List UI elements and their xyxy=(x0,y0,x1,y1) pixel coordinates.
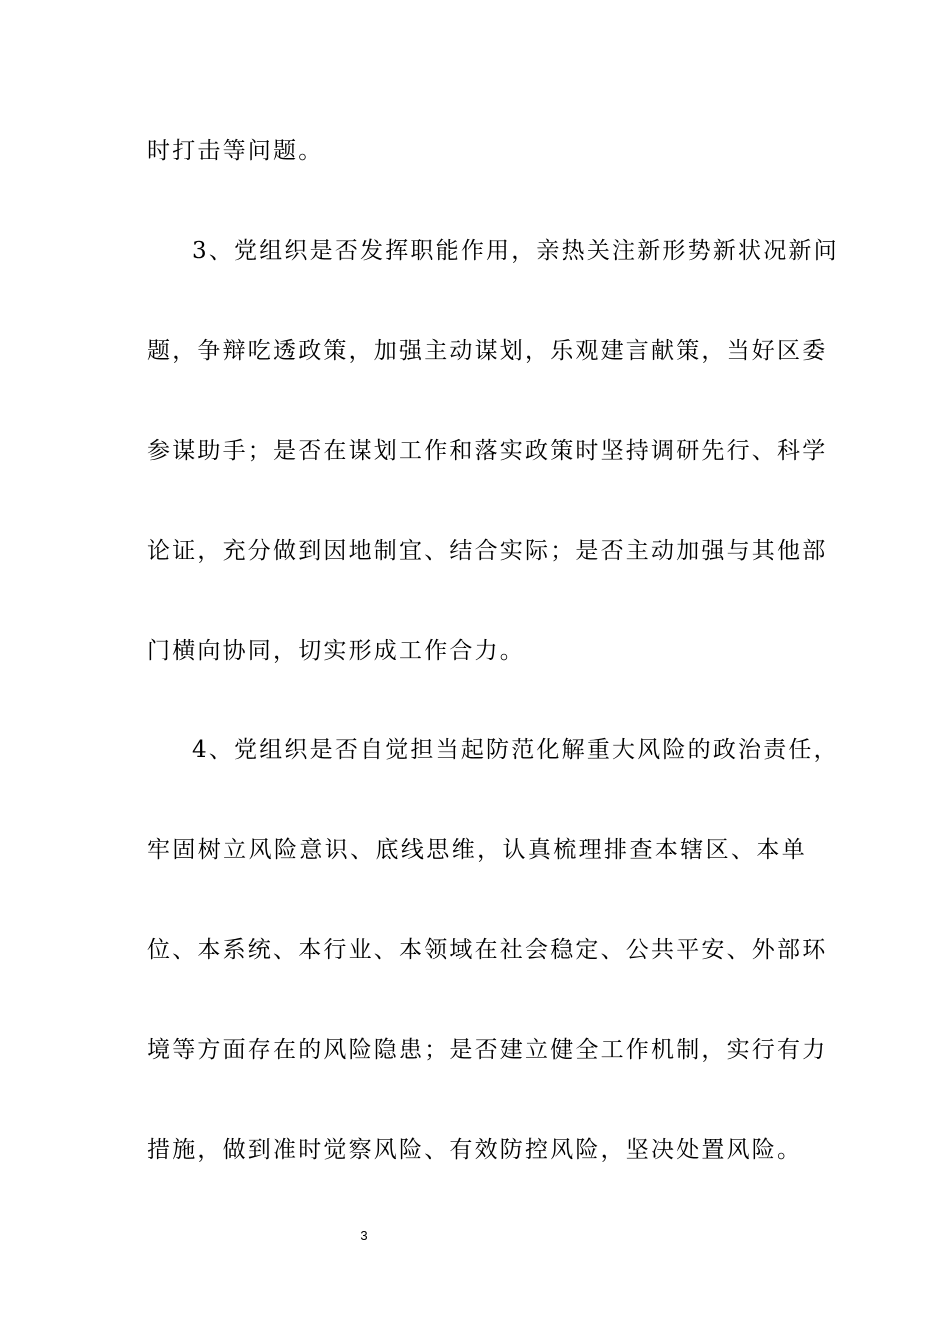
page-number: 3 xyxy=(360,1228,368,1243)
continuation-line: 时打击等问题。 xyxy=(147,138,324,164)
paragraph-line: 措施，做到准时觉察风险、有效防控风险，坚决处置风险。 xyxy=(147,1137,803,1163)
paragraph-line: 参谋助手；是否在谋划工作和落实政策时坚持调研先行、科学 xyxy=(147,438,828,464)
paragraph-line: 4、党组织是否自觉担当起防范化解重大风险的政治责任， xyxy=(192,737,839,763)
paragraph-line: 门横向协同，切实形成工作合力。 xyxy=(147,638,525,664)
paragraph-line: 题，争辩吃透政策，加强主动谋划，乐观建言献策，当好区委 xyxy=(147,338,828,364)
paragraph-line: 论证，充分做到因地制宜、结合实际；是否主动加强与其他部 xyxy=(147,538,828,564)
paragraph-line: 位、本系统、本行业、本领域在社会稳定、公共平安、外部环 xyxy=(147,937,828,963)
paragraph-line: 3、党组织是否发挥职能作用，亲热关注新形势新状况新问 xyxy=(192,238,839,264)
paragraph-line: 境等方面存在的风险隐患；是否建立健全工作机制，实行有力 xyxy=(147,1037,828,1063)
paragraph-line: 牢固树立风险意识、底线思维，认真梳理排查本辖区、本单 xyxy=(147,837,807,863)
